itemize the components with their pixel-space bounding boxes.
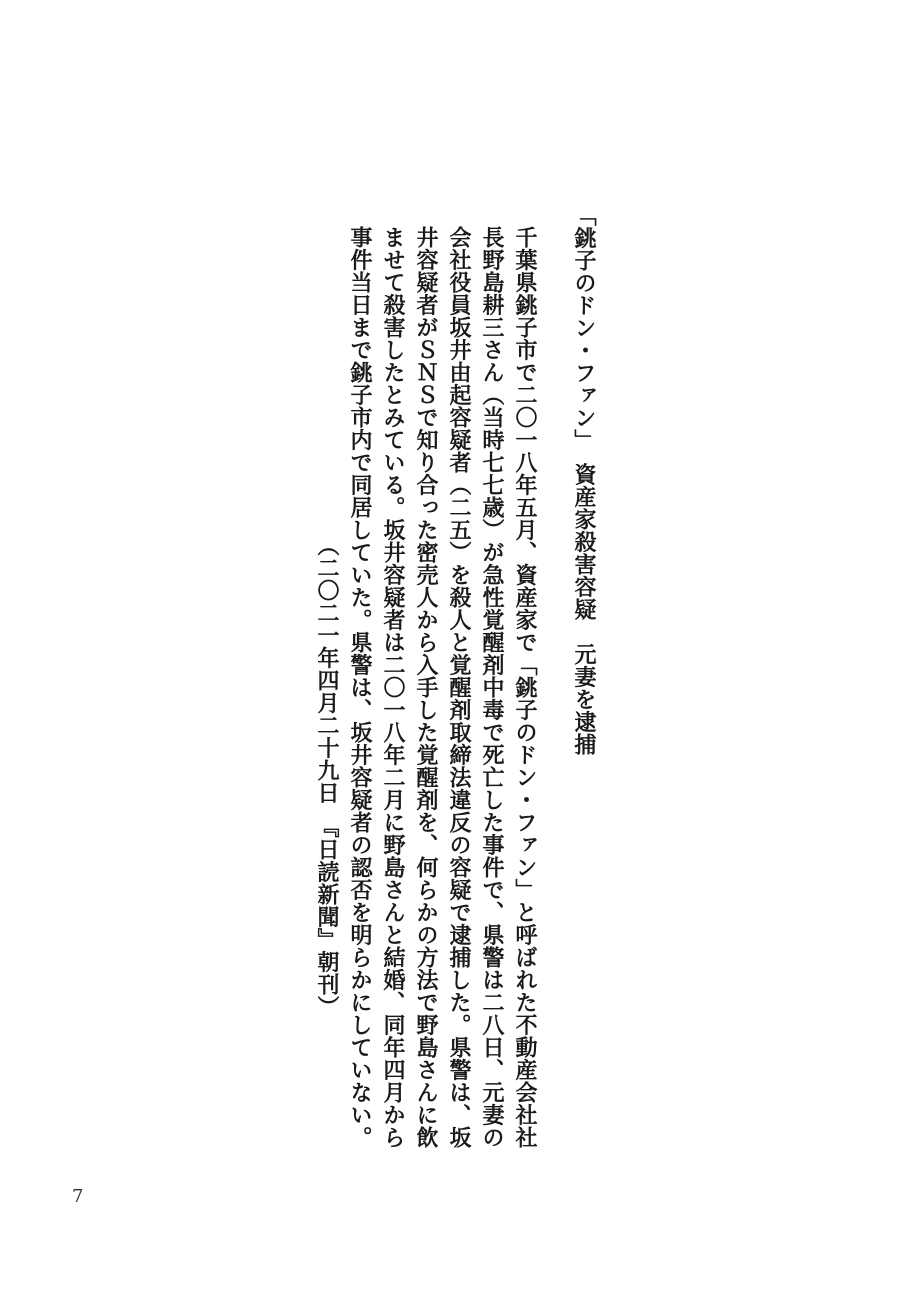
- article-headline: 「銚子のドン・ファン」 資産家殺害容疑 元妻を逮捕: [571, 204, 596, 756]
- article-source: （二〇二一年四月二十九日 『日読新聞』朝刊）: [314, 534, 339, 1018]
- article: [310, 204, 600, 1164]
- article-body: 千葉県銚子市で二〇一八年五月、資産家で「銚子のドン・ファン」と呼ばれた不動産会社社長野島耕三さん（当時七七歳）が急性覚醒剤中毒で死亡した事件で、県警は二八日、元妻の会社役員坂井由起容疑者（二五）を殺人と覚醒剤取締法違反の容疑で逮捕した。県警は、坂井容疑者がＳＮＳで知り合った密売人から入手した覚醒剤を、何らかの方法で野島さんに飲ませて殺害したとみている。坂井容疑者は二〇一八年二月に野島さんと結婚、同年四月から事件当日まで銚子市内で同居していた。県警は、坂井容疑者の認否を明らかにしていない。: [347, 226, 537, 1149]
- page-number: 7: [72, 1186, 84, 1207]
